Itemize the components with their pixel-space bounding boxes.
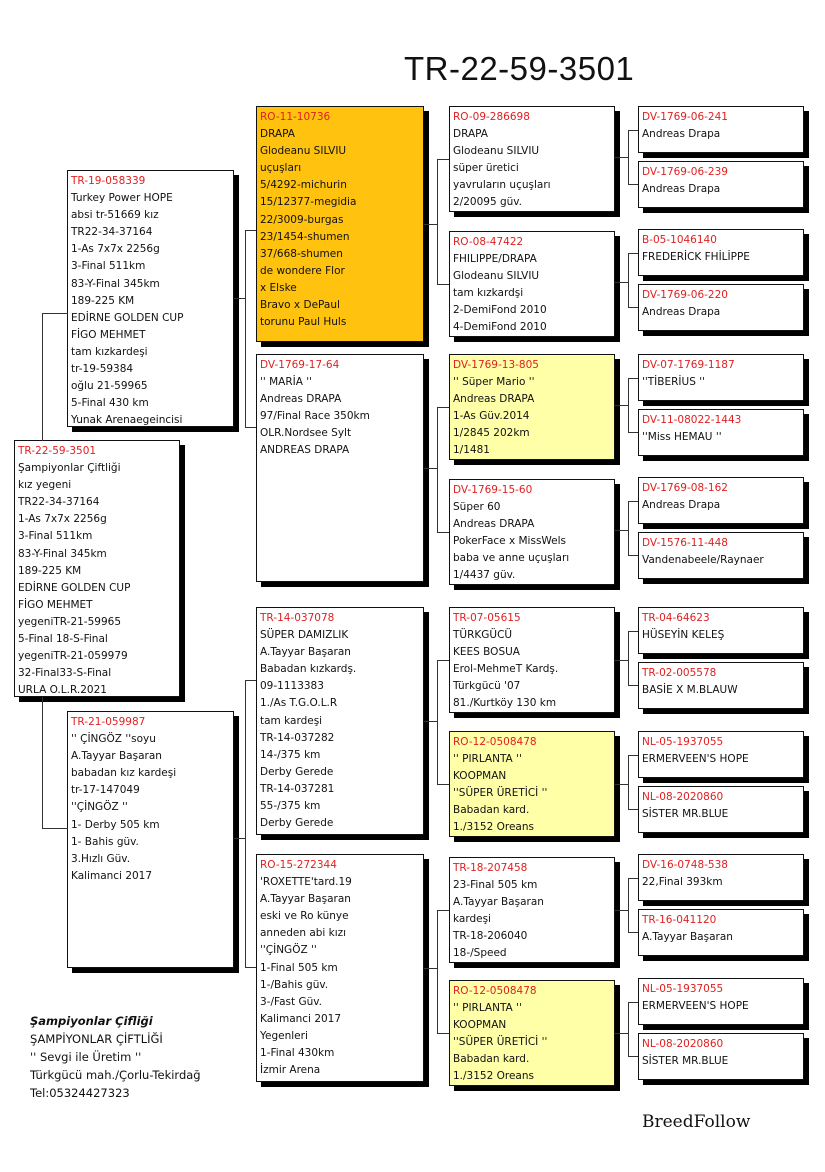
- pedigree-line: tr-17-147049: [71, 784, 140, 797]
- ring-number: TR-14-037078: [260, 612, 335, 624]
- pedigree-line: '' Süper Mario '': [453, 376, 535, 389]
- ring-number: DV-1769-06-220: [642, 289, 728, 301]
- ring-number: DV-1576-11-448: [642, 537, 728, 549]
- pedigree-line: tam kızkardşi: [453, 287, 524, 300]
- pedigree-line: Turkey Power HOPE: [71, 192, 173, 205]
- pedigree-line: Süper 60: [453, 501, 501, 514]
- pedigree-line: Kalimanci 2017: [260, 1012, 342, 1025]
- pedigree-line: A.Tayyar Başaran: [260, 646, 351, 659]
- ring-number: NL-05-1937055: [642, 736, 724, 748]
- pedigree-box-gen4-3: [638, 229, 804, 276]
- connector-line: [42, 697, 43, 829]
- pedigree-box-gen4-13: [638, 854, 804, 901]
- connector-line: [245, 230, 256, 231]
- ring-number: RO-08-47422: [453, 236, 524, 248]
- ring-number: NL-08-2020860: [642, 791, 724, 803]
- pedigree-line: KEES BOSUA: [453, 646, 520, 659]
- pedigree-line: ''ÇİNGÖZ '': [71, 801, 128, 814]
- connector-line: [628, 307, 638, 308]
- breeder-phone: Tel:05324427323: [30, 1086, 130, 1100]
- pedigree-line: ERMERVEEN'S HOPE: [642, 1000, 749, 1013]
- connector-line: [437, 784, 449, 785]
- pedigree-line: 97/Final Race 350km: [260, 410, 370, 423]
- connector-line: [628, 685, 638, 686]
- pedigree-box-gen3-8: [449, 980, 615, 1086]
- connector-line: [437, 407, 449, 408]
- connector-line: [628, 878, 629, 933]
- connector-line: [437, 159, 449, 160]
- pedigree-line: DRAPA: [260, 128, 295, 141]
- ring-number: TR-21-059987: [71, 716, 146, 728]
- pedigree-box-dam-sire: [256, 607, 424, 835]
- ring-number: TR-02-005578: [642, 667, 717, 679]
- pedigree-line: babadan kız kardeşi: [71, 767, 177, 780]
- ring-number: NL-08-2020860: [642, 1038, 724, 1050]
- pedigree-line: 189-225 KM: [18, 564, 82, 577]
- pedigree-line: Bravo x DePaul: [260, 299, 340, 312]
- pedigree-line: TÜRKGÜCÜ: [453, 629, 513, 642]
- pedigree-line: 1-As Güv.2014: [453, 410, 530, 423]
- pedigree-line: 189-225 KM: [71, 294, 135, 307]
- pedigree-line: 1/2845 202km: [453, 427, 530, 440]
- pedigree-line: 1./3152 Oreans: [453, 1070, 534, 1083]
- pedigree-line: yavruların uçuşları: [453, 179, 551, 192]
- connector-line: [615, 405, 628, 406]
- page-title: TR-22-59-3501: [404, 50, 635, 87]
- connector-line: [628, 253, 629, 308]
- pedigree-line: uçuşları: [260, 162, 302, 175]
- pedigree-line: 55-/375 km: [260, 800, 321, 813]
- pedigree-line: A.Tayyar Başaran: [260, 893, 351, 906]
- pedigree-line: 5-Final 18-S-Final: [18, 633, 108, 646]
- pedigree-box-subject: [14, 440, 180, 697]
- pedigree-box-gen4-12: [638, 786, 804, 833]
- connector-line: [437, 910, 449, 911]
- ring-number: DV-1769-06-241: [642, 111, 728, 123]
- pedigree-line: tr-19-59384: [71, 363, 134, 376]
- pedigree-line: 09-1113383: [260, 680, 324, 693]
- ring-number: TR-18-207458: [453, 862, 528, 874]
- pedigree-line: eski ve Ro künye: [260, 910, 349, 923]
- pedigree-line: Babadan kard.: [453, 1053, 530, 1066]
- connector-line: [424, 721, 437, 722]
- connector-line: [628, 631, 629, 686]
- pedigree-line: 3-/Fast Güv.: [260, 995, 322, 1008]
- pedigree-line: kardeşi: [453, 913, 491, 926]
- connector-line: [437, 284, 449, 285]
- connector-line: [245, 680, 256, 681]
- connector-line: [628, 555, 638, 556]
- connector-line: [615, 282, 628, 283]
- pedigree-line: Vandenabeele/Raynaer: [642, 554, 764, 567]
- connector-line: [628, 1002, 629, 1057]
- ring-number: RO-11-10736: [260, 111, 331, 123]
- pedigree-box-gen3-5: [449, 607, 615, 713]
- pedigree-line: Şampiyonlar Çiftliği: [18, 462, 121, 475]
- pedigree-box-gen4-11: [638, 731, 804, 778]
- pedigree-line: 1-/Bahis güv.: [260, 978, 329, 991]
- connector-line: [42, 828, 68, 829]
- pedigree-line: süper üretici: [453, 162, 519, 175]
- pedigree-line: '' PIRLANTA '': [453, 753, 522, 766]
- pedigree-box-gen4-16: [638, 1033, 804, 1080]
- connector-line: [628, 1002, 638, 1003]
- connector-line: [437, 1033, 449, 1034]
- ring-number: RO-12-0508478: [453, 736, 537, 748]
- pedigree-line: ''SÜPER ÜRETİCİ '': [453, 1036, 548, 1049]
- pedigree-line: 2/20095 güv.: [453, 196, 523, 209]
- ring-number: DV-07-1769-1187: [642, 359, 735, 371]
- pedigree-line: FHILIPPE/DRAPA: [453, 253, 537, 266]
- pedigree-line: Yunak Arenaegeincisi: [71, 414, 183, 427]
- pedigree-line: Derby Gerede: [260, 817, 334, 830]
- pedigree-line: A.Tayyar Başaran: [453, 896, 544, 909]
- pedigree-box-gen4-1: [638, 106, 804, 153]
- brand-logo-text: BreedFollow: [642, 1112, 751, 1132]
- pedigree-line: 15/12377-megidia: [260, 196, 357, 209]
- ring-number: TR-16-041120: [642, 914, 717, 926]
- connector-line: [615, 157, 628, 158]
- ring-number: RO-15-272344: [260, 859, 337, 871]
- pedigree-box-gen3-6: [449, 731, 615, 837]
- pedigree-line: '' ÇİNGÖZ ''soyu: [71, 733, 156, 746]
- ring-number: DV-1769-13-805: [453, 359, 539, 371]
- pedigree-line: 1./As T.G.O.L.R: [260, 697, 338, 710]
- pedigree-line: Andreas Drapa: [642, 183, 721, 196]
- connector-line: [245, 230, 246, 428]
- pedigree-line: ''TİBERİUS '': [642, 376, 705, 389]
- pedigree-box-gen4-15: [638, 978, 804, 1025]
- connector-line: [615, 1033, 628, 1034]
- pedigree-line: 4-DemiFond 2010: [453, 321, 547, 334]
- ring-number: B-05-1046140: [642, 234, 717, 246]
- connector-line: [628, 130, 638, 131]
- ring-number: RO-12-0508478: [453, 985, 537, 997]
- connector-line: [437, 910, 438, 1034]
- pedigree-line: Glodeanu SILVIU: [453, 270, 540, 283]
- pedigree-line: '' MARİA '': [260, 376, 313, 389]
- connector-line: [234, 838, 245, 839]
- pedigree-line: anneden abi kızı: [260, 927, 347, 940]
- pedigree-box-gen4-9: [638, 607, 804, 654]
- pedigree-line: Erol-MehmeT Kardş.: [453, 663, 559, 676]
- pedigree-line: 18-/Speed: [453, 947, 507, 960]
- pedigree-box-gen4-8: [638, 532, 804, 579]
- connector-line: [437, 407, 438, 533]
- pedigree-line: Andreas Drapa: [642, 128, 721, 141]
- connector-line: [628, 755, 638, 756]
- pedigree-line: Glodeanu SILVIU: [260, 145, 347, 158]
- pedigree-line: EDİRNE GOLDEN CUP: [71, 311, 184, 324]
- pedigree-line: TR22-34-37164: [18, 496, 100, 509]
- pedigree-line: 1-As 7x7x 2256g: [71, 243, 160, 256]
- pedigree-line: SÜPER DAMIZLIK: [260, 629, 349, 642]
- ring-number: DV-1769-17-64: [260, 359, 340, 371]
- connector-line: [42, 313, 68, 314]
- connector-line: [245, 427, 256, 428]
- pedigree-line: 1- Bahis güv.: [71, 835, 139, 848]
- connector-line: [628, 631, 638, 632]
- pedigree-line: 1./3152 Oreans: [453, 821, 534, 834]
- pedigree-line: TR-18-206040: [453, 930, 528, 943]
- pedigree-line: 5-Final 430 km: [71, 397, 149, 410]
- ring-number: DV-11-08022-1443: [642, 414, 742, 426]
- pedigree-line: 1/4437 güv.: [453, 569, 516, 582]
- pedigree-box-dam-dam: [256, 854, 424, 1082]
- breeder-slogan: '' Sevgi ile Üretim '': [30, 1050, 142, 1064]
- pedigree-box-gen4-2: [638, 161, 804, 208]
- pedigree-line: Kalimanci 2017: [71, 869, 153, 882]
- pedigree-line: Andreas DRAPA: [260, 393, 342, 406]
- pedigree-line: tam kardeşi: [260, 714, 323, 727]
- connector-line: [628, 253, 638, 254]
- pedigree-line: 22,Final 393km: [642, 876, 723, 889]
- connector-line: [424, 224, 437, 225]
- connector-line: [628, 378, 638, 379]
- pedigree-line: A.Tayyar Başaran: [71, 750, 162, 763]
- pedigree-line: 3-Final 511km: [71, 260, 146, 273]
- breeder-name: ŞAMPİYONLAR ÇİFTLİĞİ: [30, 1032, 163, 1046]
- ring-number: NL-05-1937055: [642, 983, 724, 995]
- pedigree-line: ANDREAS DRAPA: [260, 444, 350, 457]
- pedigree-line: 3.Hızlı Güv.: [71, 852, 131, 865]
- ring-number: DV-1769-15-60: [453, 484, 533, 496]
- connector-line: [628, 878, 638, 879]
- pedigree-box-gen3-2: [449, 231, 615, 337]
- pedigree-line: TR22-34-37164: [71, 226, 153, 239]
- connector-line: [628, 809, 638, 810]
- pedigree-line: ''SÜPER ÜRETİCİ '': [453, 787, 548, 800]
- ring-number: TR-07-05615: [453, 612, 521, 624]
- pedigree-line: Yegenleri: [260, 1029, 308, 1042]
- ring-number: RO-09-286698: [453, 111, 530, 123]
- pedigree-box-gen4-7: [638, 477, 804, 524]
- pedigree-line: kız yegeni: [18, 479, 72, 492]
- pedigree-line: 5/4292-michurin: [260, 179, 347, 192]
- pedigree-line: FİGO MEHMET: [18, 598, 93, 611]
- pedigree-line: 37/668-shumen: [260, 247, 343, 260]
- pedigree-line: FREDERİCK FHİLİPPE: [642, 251, 750, 264]
- pedigree-line: TR-14-037282: [260, 731, 335, 744]
- pedigree-line: 1/1481: [453, 444, 490, 457]
- pedigree-line: oğlu 21-59965: [71, 380, 148, 393]
- pedigree-box-gen3-7: [449, 857, 615, 963]
- pedigree-line: 1-As 7x7x 2256g: [18, 513, 107, 526]
- pedigree-line: Glodeanu SILVIU: [453, 145, 540, 158]
- connector-line: [628, 184, 638, 185]
- pedigree-line: Babadan kızkardş.: [260, 663, 357, 676]
- pedigree-line: '' PIRLANTA '': [453, 1002, 522, 1015]
- ring-number: DV-1769-08-162: [642, 482, 728, 494]
- pedigree-box-gen4-10: [638, 662, 804, 709]
- connector-line: [628, 755, 629, 810]
- pedigree-line: 'ROXETTE'tard.19: [260, 876, 352, 889]
- pedigree-box-gen3-1: [449, 106, 615, 212]
- pedigree-line: İzmir Arena: [260, 1064, 321, 1077]
- pedigree-line: ''ÇİNGÖZ '': [260, 944, 317, 957]
- connector-line: [615, 910, 628, 911]
- connector-line: [424, 468, 437, 469]
- pedigree-box-gen4-14: [638, 909, 804, 956]
- connector-line: [437, 159, 438, 285]
- connector-line: [615, 530, 628, 531]
- pedigree-line: 32-Final33-S-Final: [18, 667, 112, 680]
- pedigree-line: yegeniTR-21-59965: [18, 615, 121, 628]
- pedigree-line: baba ve anne uçuşları: [453, 552, 570, 565]
- connector-line: [234, 298, 245, 299]
- pedigree-line: x Elske: [260, 281, 297, 294]
- pedigree-box-dam: [67, 711, 234, 968]
- pedigree-line: DRAPA: [453, 128, 488, 141]
- pedigree-line: URLA O.L.R.2021: [18, 684, 107, 697]
- pedigree-line: 23/1454-shumen: [260, 230, 350, 243]
- connector-line: [615, 660, 628, 661]
- ring-number: DV-16-0748-538: [642, 859, 728, 871]
- pedigree-line: 23-Final 505 km: [453, 879, 538, 892]
- pedigree-line: SİSTER MR.BLUE: [642, 808, 729, 821]
- pedigree-line: 1-Final 430km: [260, 1047, 335, 1060]
- ring-number: DV-1769-06-239: [642, 166, 728, 178]
- pedigree-line: 1- Derby 505 km: [71, 818, 160, 831]
- pedigree-line: 83-Y-Final 345km: [18, 547, 107, 560]
- pedigree-line: 22/3009-burgas: [260, 213, 344, 226]
- pedigree-line: Derby Gerede: [260, 765, 334, 778]
- pedigree-line: 2-DemiFond 2010: [453, 304, 547, 317]
- pedigree-line: Andreas Drapa: [642, 499, 721, 512]
- pedigree-line: 81./Kurtköy 130 km: [453, 697, 557, 710]
- pedigree-line: 83-Y-Final 345km: [71, 277, 160, 290]
- breeder-name-italic: Şampiyonlar Çifliği: [30, 1014, 153, 1028]
- connector-line: [628, 501, 638, 502]
- pedigree-line: ''Miss HEMAU '': [642, 431, 722, 444]
- pedigree-box-sire: [67, 170, 234, 427]
- pedigree-line: torunu Paul Huls: [260, 316, 347, 329]
- pedigree-line: 1-Final 505 km: [260, 961, 338, 974]
- connector-line: [245, 680, 246, 968]
- ring-number: TR-19-058339: [71, 175, 146, 187]
- pedigree-line: de wondere Flor: [260, 264, 345, 277]
- connector-line: [628, 130, 629, 185]
- pedigree-line: Andreas DRAPA: [453, 518, 535, 531]
- pedigree-box-sire-sire: [256, 106, 424, 342]
- pedigree-box-gen3-3: [449, 354, 615, 460]
- pedigree-line: TR-14-037281: [260, 782, 335, 795]
- pedigree-box-gen4-6: [638, 409, 804, 456]
- pedigree-line: absi tr-51669 kız: [71, 209, 159, 222]
- pedigree-line: HÜSEYİN KELEŞ: [642, 629, 725, 642]
- pedigree-line: Türkgücü '07: [453, 680, 521, 693]
- pedigree-box-sire-dam: [256, 354, 424, 582]
- breeder-info: [30, 1012, 201, 1102]
- pedigree-line: BASİE X M.BLAUW: [642, 684, 738, 697]
- ring-number: TR-04-64623: [642, 612, 710, 624]
- connector-line: [424, 968, 437, 969]
- connector-line: [437, 660, 438, 785]
- pedigree-line: PokerFace x MissWels: [453, 535, 567, 548]
- connector-line: [437, 660, 449, 661]
- pedigree-box-gen4-5: [638, 354, 804, 401]
- connector-line: [628, 378, 629, 433]
- pedigree-line: SİSTER MR.BLUE: [642, 1055, 729, 1068]
- connector-line: [437, 532, 449, 533]
- connector-line: [628, 432, 638, 433]
- connector-line: [628, 501, 629, 556]
- connector-line: [628, 1056, 638, 1057]
- pedigree-line: 14-/375 km: [260, 748, 321, 761]
- pedigree-line: EDİRNE GOLDEN CUP: [18, 581, 131, 594]
- pedigree-box-gen3-4: [449, 479, 615, 585]
- pedigree-line: 3-Final 511km: [18, 530, 93, 543]
- pedigree-line: OLR.Nordsee Sylt: [260, 427, 352, 440]
- pedigree-line: FİGO MEHMET: [71, 328, 146, 341]
- pedigree-line: Babadan kard.: [453, 804, 530, 817]
- pedigree-line: A.Tayyar Başaran: [642, 931, 733, 944]
- connector-line: [42, 313, 43, 441]
- breeder-address: Türkgücü mah./Çorlu-Tekirdağ: [30, 1068, 201, 1082]
- pedigree-line: KOOPMAN: [453, 770, 507, 783]
- ring-number: TR-22-59-3501: [18, 445, 97, 457]
- pedigree-line: ERMERVEEN'S HOPE: [642, 753, 749, 766]
- pedigree-line: yegeniTR-21-059979: [18, 650, 128, 663]
- pedigree-line: Andreas Drapa: [642, 306, 721, 319]
- pedigree-line: KOOPMAN: [453, 1019, 507, 1032]
- connector-line: [245, 967, 256, 968]
- pedigree-line: tam kızkardeşi: [71, 345, 148, 358]
- connector-line: [615, 784, 628, 785]
- connector-line: [628, 932, 638, 933]
- pedigree-box-gen4-4: [638, 284, 804, 331]
- pedigree-line: Andreas DRAPA: [453, 393, 535, 406]
